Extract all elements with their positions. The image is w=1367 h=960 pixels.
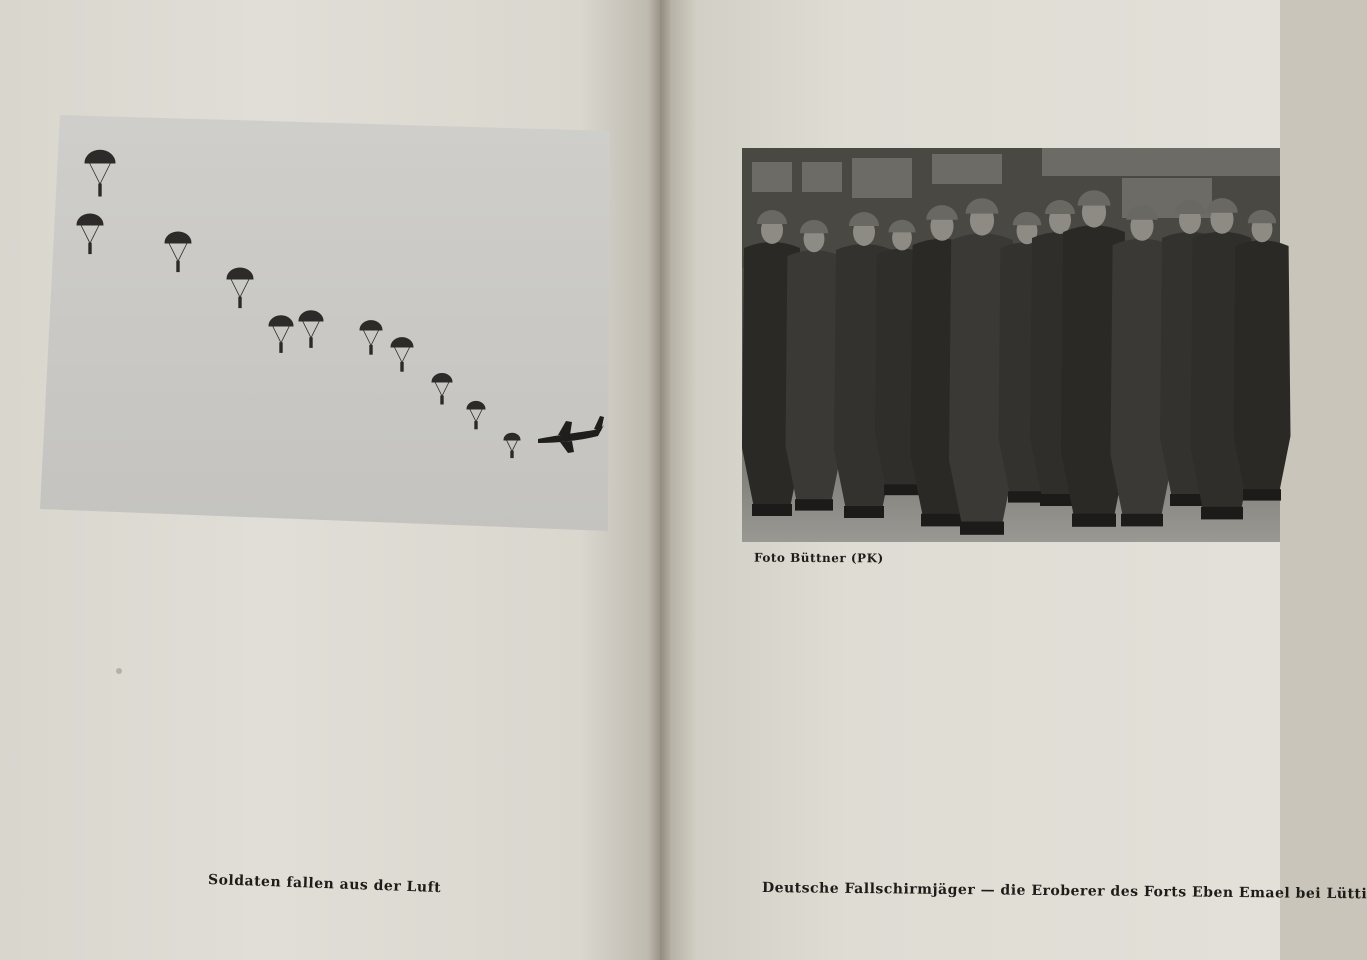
- parachute-photo: [38, 113, 616, 533]
- paratrooper-figure: [370, 345, 372, 354]
- book-gutter: [648, 0, 670, 960]
- paratrooper-figure: [280, 343, 282, 353]
- paper-smudge: [116, 668, 122, 674]
- paratrooper-figure: [99, 184, 101, 196]
- paratrooper-figure: [441, 396, 443, 404]
- paratrooper-figure: [177, 261, 179, 271]
- paratrooper-figure: [89, 243, 91, 253]
- soldiers-photo: [742, 148, 1280, 542]
- paratrooper-figure: [511, 451, 513, 457]
- left-caption: Soldaten fallen aus der Luft: [207, 872, 442, 897]
- photo-credit: Foto Büttner (PK): [753, 550, 884, 566]
- soldier-figure: [1234, 210, 1291, 501]
- paratrooper-figure: [310, 338, 312, 348]
- soldier-figure: [786, 220, 843, 511]
- right-caption: Deutsche Fallschirmjäger — die Eroberer des Forts Eben Emael bei Lütti: [761, 880, 1367, 903]
- paratrooper-figure: [239, 297, 241, 307]
- paratrooper-figure: [475, 422, 477, 429]
- paratrooper-figure: [401, 362, 403, 371]
